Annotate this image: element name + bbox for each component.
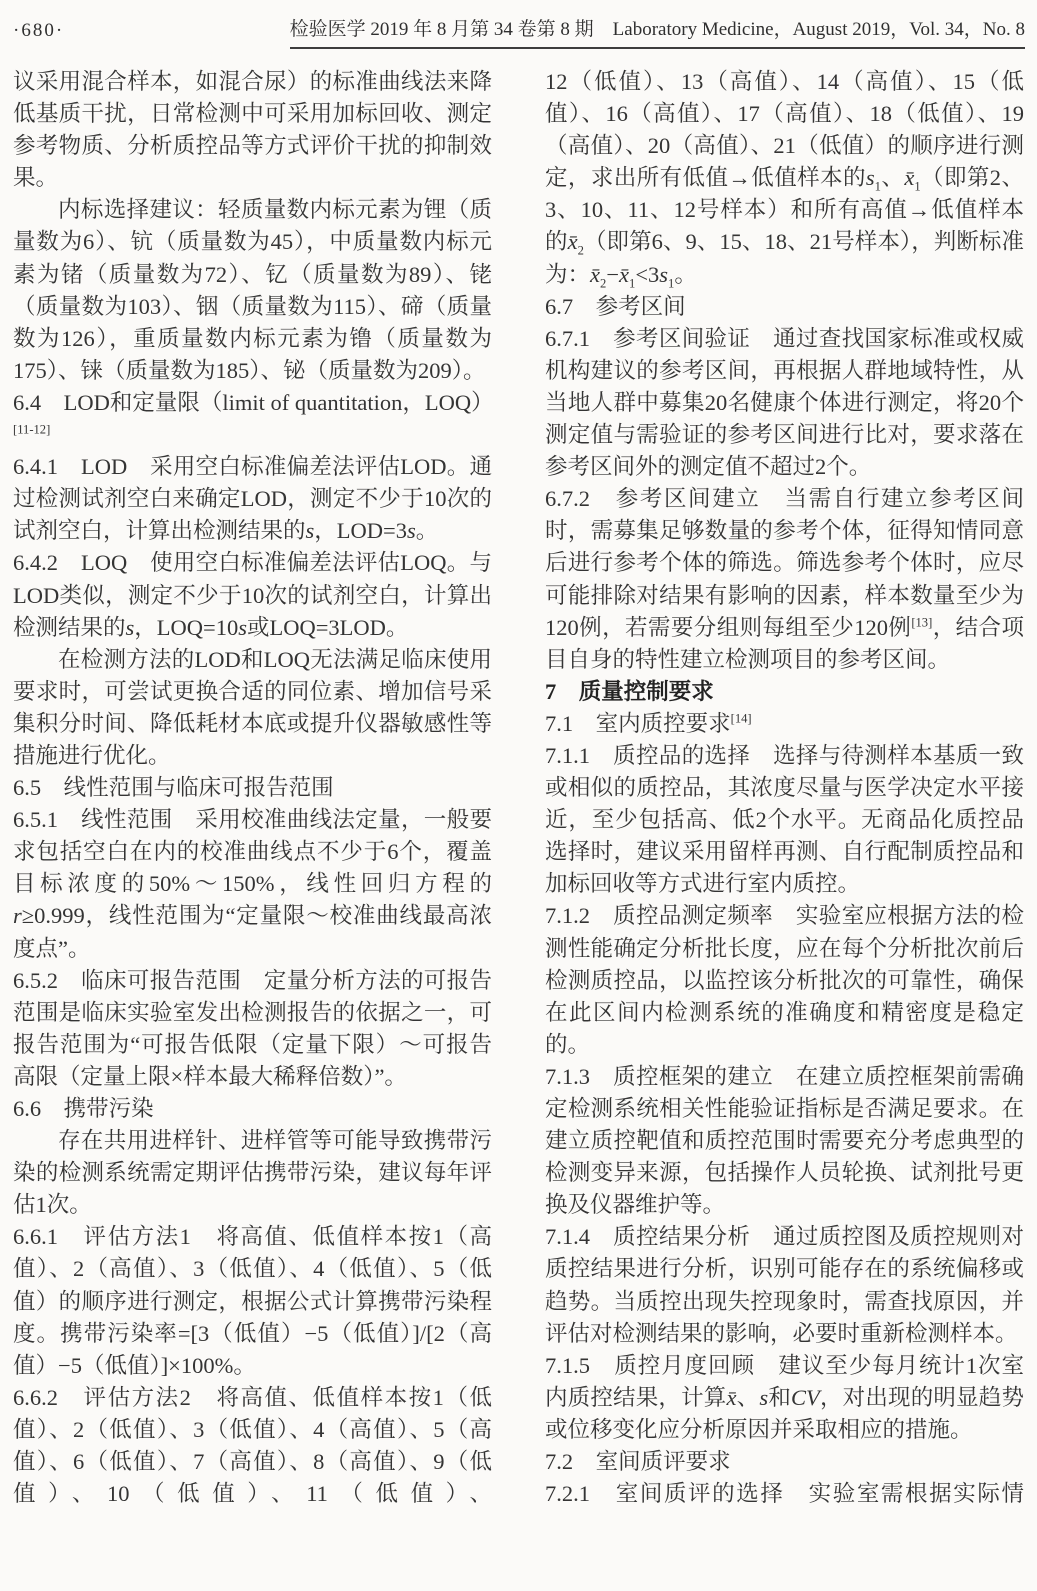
text-run: 6.5.1 线性范围 采用校准曲线法定量，一般要求包括空白在内的校准曲线点不少于6个，覆盖目标浓度的50%～150%，线性回归方程的 [13,807,492,897]
text-run: 。 [674,261,697,287]
paragraph [545,1446,1024,1478]
text-run: 7.2.1 室间质评的选择 实验室需根据实际情 [545,1481,1024,1507]
paragraph [13,547,492,643]
paragraph [13,772,492,804]
italic-symbol: s [305,518,315,544]
text-run: 。 [415,518,439,544]
text-run: （即第6、9、15、18、21号样本），判断标准为： [545,229,1024,287]
text-run: ，对出现的明显趋势或位移变化应分析原因并采取相应的措施。 [545,1384,1024,1442]
journal-title: 检验医学 2019 年 8 月第 34 卷第 8 期 Laboratory Medicine，August 2019，Vol. 34，No. 8 [290,14,1025,49]
text-run: − [606,261,620,287]
text-run: 7.1.3 质控框架的建立 在建立质控框架前需确定检测系统相关性能验证指标是否满足要求。在建立质控靶值和质控范围时需要充分考虑典型的检测变异来源，包括操作人员轮换、试剂批号更换及仪器维护等。 [545,1063,1024,1218]
text-run: <3 [635,261,660,287]
paragraph [13,194,492,387]
left-column [13,66,492,1510]
text-run: 7 质量控制要求 [545,678,714,704]
paragraph [545,740,1024,900]
text-run: 12（低值）、13（高值）、14（高值）、15（低值）、16（高值）、17（高值）、18（低值）、19（高值）、20（高值）、21（低值）的顺序进行测定，求出所有低值→低值样本的 [545,69,1024,191]
page-number: ·680· [13,20,65,41]
text-run: 存在共用进样针、进样管等可能导致携带污染的检测系统需定期评估携带污染，建议每年评估1次。 [13,1128,492,1218]
text-run: 在检测方法的LOD和LOQ无法满足临床使用要求时，可尝试更换合适的同位素、增加信号采集积分时间、降低耗材本底或提升仪器敏感性等措施进行优化。 [13,646,492,768]
text-run: 6.6.1 评估方法1 将高值、低值样本按1（高值）、2（高值）、3（低值）、4（低值）、5（低值）的顺序进行测定，根据公式计算携带污染程度。携带污染率=[3（低值）−5（低值）]/[2（高值）−5（低值）]×100%。 [13,1224,492,1378]
paragraph [545,66,1024,291]
paragraph [545,1221,1024,1349]
page-header [13,14,1025,49]
paragraph [13,1382,492,1510]
section-heading [545,676,1024,708]
text-run: 6.6.2 评估方法2 将高值、低值样本按1（低值）、2（低值）、3（低值）、4（高值）、5（高值）、6（低值）、7（高值）、8（高值）、9（低值）、10（低值）、11（低值）、 [13,1384,492,1507]
italic-symbol: x̄ [726,1384,737,1410]
italic-symbol: x̄ [619,261,630,287]
italic-symbol: s [865,165,875,191]
paragraph [545,323,1024,483]
paragraph [13,1221,492,1381]
text-run: 6.6 携带污染 [13,1096,154,1121]
text-run: 7.2 室间质评要求 [545,1449,731,1475]
paragraph [545,708,1024,740]
paragraph [545,900,1024,1060]
italic-symbol: CV [791,1384,820,1410]
subscript: 1 [914,179,921,194]
paragraph [545,483,1024,676]
paragraph [13,965,492,1093]
paragraph [545,1061,1024,1221]
paragraph [545,1478,1024,1510]
paragraph [13,644,492,772]
subscript: 1 [629,276,636,291]
italic-symbol: r [13,903,22,929]
text-run: 6.4.1 LOD 采用空白标准偏差法评估LOD。通过检测试剂空白来确定LOD，测定不少于10次的试剂空白，计算出检测结果的 [13,454,492,544]
text-run: 7.1.2 质控品测定频率 实验室应根据方法的检测性能确定分析批长度，应在每个分析批次前后检测质控品，以监控该分析批次的可靠性，确保在此区间内检测系统的准确度和精密度是稳定的。 [545,903,1024,1057]
paragraph [13,451,492,547]
text-run: 7.1.1 质控品的选择 选择与待测样本基质一致或相似的质控品，其浓度尽量与医学决定水平接近，至少包括高、低2个水平。无商品化质控品选择时，建议采用留样再测、自行配制质控品和加标回收等方式进行室内质控。 [545,742,1024,897]
text-run: 或LOQ=3LOD。 [246,614,409,640]
paragraph [13,1125,492,1221]
paragraph [13,804,492,964]
text-run: ，LOQ=10 [134,614,239,640]
italic-symbol: s [238,614,247,640]
text-run: 、 [736,1384,760,1410]
text-run: 6.7.2 参考区间建立 当需自行建立参考区间时，需募集足够数量的参考个体，征得知情同意后进行参考个体的筛选。筛选参考个体时，应尽可能排除对结果有影响的因素，样本数量至少为120例，若需要分组则每组至少120例 [545,486,1024,640]
text-run: 6.7.1 参考区间验证 通过查找国家标准或权威机构建议的参考区间，再根据人群地域特性，从当地人群中募集20名健康个体进行测定，将20个测定值与需验证的参考区间进行比对，要求落在参考区间外的测定值不超过2个。 [545,325,1024,480]
reference-superscript: [14] [730,711,752,726]
text-run: 、 [880,165,905,191]
text-run: 7.1.4 质控结果分析 通过质控图及质控规则对质控结果进行分析，识别可能存在的系统偏移或趋势。当质控出现失控现象时，需查找原因，并评估对检测结果的影响，必要时重新检测样本。 [545,1224,1024,1346]
text-run: 内标选择建议：轻质量数内标元素为锂（质量数为6）、钪（质量数为45），中质量数内标元素为锗（质量数为72）、钇（质量数为89）、铑（质量数为103）、铟（质量数为115）、碲（质量数为126），重质量数内标元素为镥（质量数为175）、铼（质量数为185）、铋（质量数为209）。 [13,197,492,383]
text-run: 6.4.2 LOQ 使用空白标准偏差法评估LOQ。与LOD类似，测定不少于10次的试剂空白，计算出检测结果的 [13,550,492,640]
subscript: 1 [668,276,675,291]
text-run: 6.4 LOD和定量限（limit of quantitation，LOQ） [13,389,494,415]
italic-symbol: s [659,261,669,287]
subscript: 2 [577,243,584,258]
text-run: 6.7 参考区间 [545,293,686,319]
subscript: 1 [874,179,881,194]
text-run: 和 [768,1384,792,1410]
text-run: ，结合项目自身的特性建立检测项目的参考区间。 [545,614,1024,672]
text-run: ，LOD=3 [314,518,407,544]
paragraph [545,291,1024,323]
paragraph [545,1350,1024,1446]
subscript: 2 [600,276,607,291]
right-column [545,66,1024,1510]
reference-superscript: [13] [911,615,933,630]
text-run: 7.1.5 质控月度回顾 建议至少每月统计1次室内质控结果，计算 [545,1352,1024,1410]
text-run: 6.5 线性范围与临床可报告范围 [13,775,334,801]
text-run: 6.5.2 临床可报告范围 定量分析方法的可报告范围是临床实验室发出检测报告的依据之一，可报告范围为“可报告低限（定量下限）～可报告高限（定量上限×样本最大稀释倍数）”。 [13,967,492,1089]
paragraph [13,387,492,451]
paragraph [13,66,492,194]
text-run: ≥0.999，线性范围为“定量限～校准曲线最高浓度点”。 [13,903,492,961]
text-run: （即第2、3、10、11、12号样本）和所有高值→低值样本的 [545,165,1024,255]
italic-symbol: s [759,1384,769,1410]
reference-superscript: [11-12] [13,422,51,437]
paragraph [13,1093,492,1125]
text-run: 7.1 室内质控要求 [545,710,731,736]
italic-symbol: x̄ [904,165,915,191]
italic-symbol: s [406,518,416,544]
italic-symbol: x̄ [590,261,601,287]
italic-symbol: s [125,614,135,640]
text-run: 议采用混合样本，如混合尿）的标准曲线法来降低基质干扰，日常检测中可采用加标回收、测定参考物质、分析质控品等方式评价干扰的抑制效果。 [13,69,492,191]
italic-symbol: x̄ [567,229,578,255]
